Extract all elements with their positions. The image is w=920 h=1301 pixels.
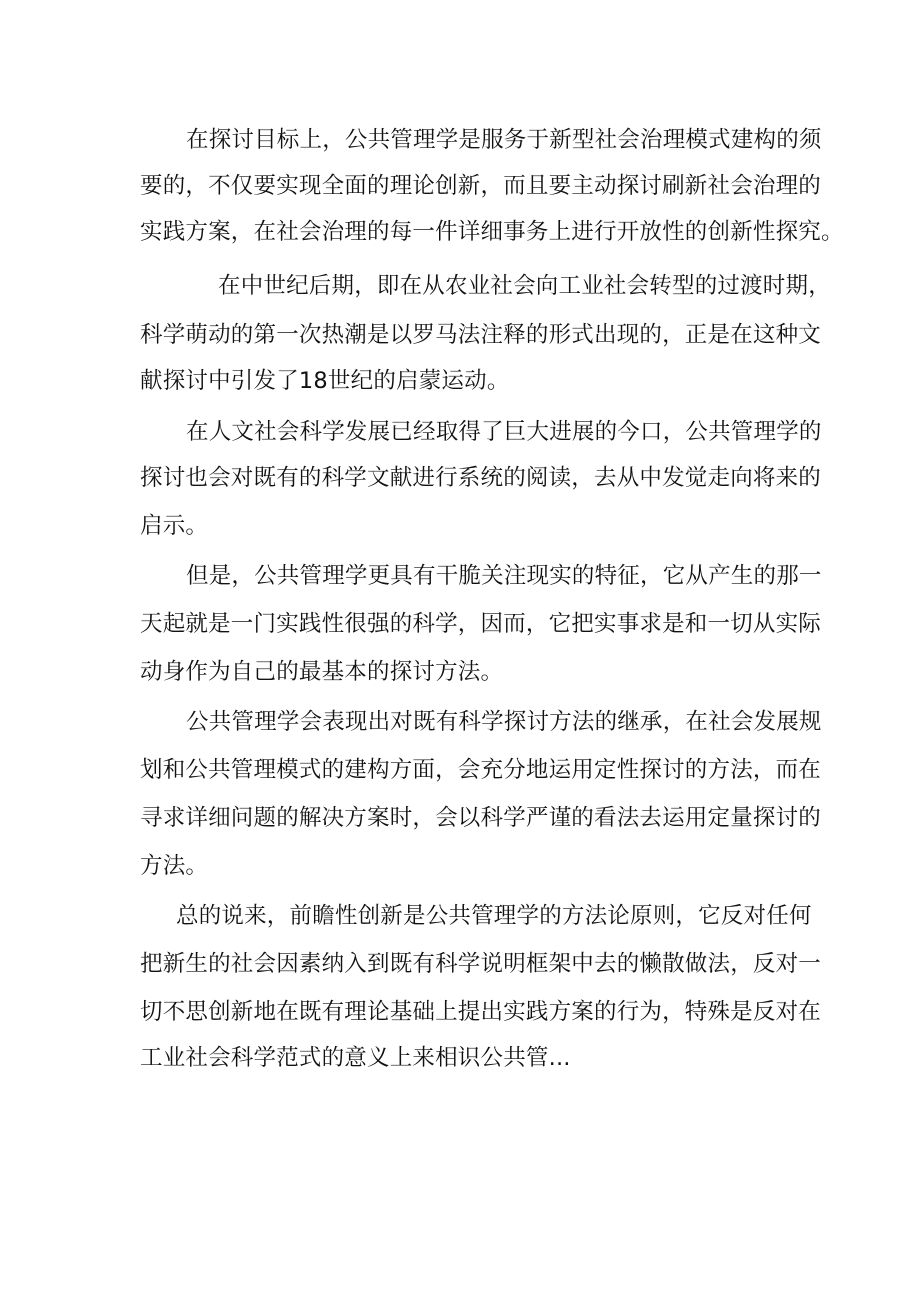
paragraph-line: 公共管理学会表现出对既有科学探讨方法的继承，在社会发展规 — [186, 709, 822, 735]
paragraph-line: 总的说来，前瞻性创新是公共管理学的方法论原则，它反对任何 — [176, 903, 812, 929]
paragraph-line: 实践方案，在社会治理的每一件详细事务上进行开放性的创新性探究。 — [140, 219, 844, 245]
paragraph-line: 划和公共管理模式的建构方面，会充分地运用定性探讨的方法，而在 — [140, 757, 822, 783]
paragraph-line: 方法。 — [140, 853, 209, 879]
paragraph-line: 探讨也会对既有的科学文献进行系统的阅读，去从中发觉走向将来的 — [140, 465, 822, 491]
paragraph-line: 在探讨目标上，公共管理学是服务于新型社会治理模式建构的须 — [186, 127, 822, 153]
paragraph-line: 寻求详细问题的解决方案时，会以科学严谨的看法去运用定量探讨的 — [140, 805, 822, 831]
paragraph-line: 天起就是一门实践性很强的科学，因而，它把实事求是和一切从实际 — [140, 611, 822, 637]
paragraph-line: 在人文社会科学发展已经取得了巨大进展的今口，公共管理学的 — [186, 419, 822, 445]
paragraph-line: 在中世纪后期，即在从农业社会向工业社会转型的过渡时期， — [218, 273, 831, 299]
paragraph-line: 但是，公共管理学更具有干脆关注现实的特征，它从产生的那一 — [186, 563, 822, 589]
paragraph-line: 献探讨中引发了18世纪的启蒙运动。 — [140, 368, 510, 394]
paragraph-line: 要的，不仅要实现全面的理论创新，而且要主动探讨刷新社会治理的 — [140, 173, 822, 199]
paragraph-line: 动身作为自己的最基本的探讨方法。 — [140, 659, 504, 685]
paragraph-line: 科学萌动的第一次热潮是以罗马法注释的形式出现的，正是在这种文 — [140, 322, 822, 348]
paragraph-line: 切不思创新地在既有理论基础上提出实践方案的行为，特殊是反对在 — [140, 999, 822, 1025]
paragraph-line: 工业社会科学范式的意义上来相识公共管... — [140, 1045, 571, 1071]
paragraph-line: 把新生的社会因素纳入到既有科学说明框架中去的懒散做法，反对一 — [140, 951, 822, 977]
paragraph-line: 启示。 — [140, 513, 209, 539]
